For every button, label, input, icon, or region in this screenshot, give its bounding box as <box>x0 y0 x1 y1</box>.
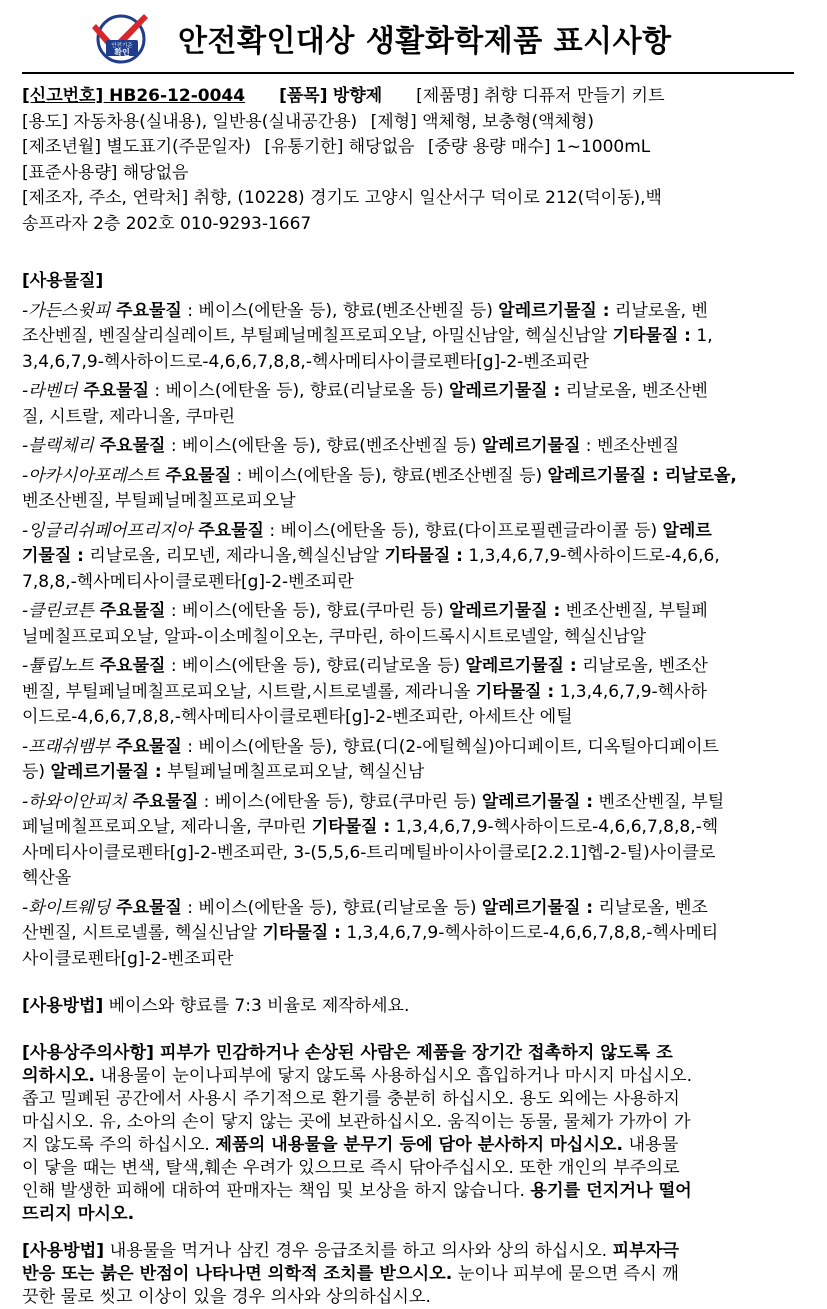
material-text: 리날로올, 벤조산 <box>576 656 708 676</box>
material-text: : 베이스(에탄올 등), 향료(벤조산벤질 등) <box>231 465 548 486</box>
caution-line <box>22 1157 807 1180</box>
logo-small-text: 안전기준 <box>111 43 133 49</box>
material-text: 1,3,4,6,7,9-헥사하이드로-4,6,6, <box>462 546 720 566</box>
material-text: 벤질, 부틸페닐메칠프로피오날, 시트랄,시트로넬롤, 제라니올 <box>22 681 476 702</box>
weight-value: 1~1000mL <box>550 137 651 157</box>
material-line <box>22 299 807 325</box>
material-text: 리날로올, 리모넨, 제라니올,헥실신남알 <box>83 546 385 566</box>
materials-list <box>22 299 807 973</box>
form-value: 액체형, 보충형(액체형) <box>416 111 594 132</box>
material-text: 주요물질 <box>93 436 166 456</box>
material-name: -클린코튼 <box>22 601 94 621</box>
material-text: 알레르기물질 : 리날로올, <box>547 465 737 486</box>
usage-text: 베이스와 향료를 7:3 비율로 제작하세요. <box>103 996 410 1016</box>
material-line <box>22 841 807 867</box>
emergency-line <box>22 1240 807 1263</box>
mfg-label: [제조년월] <box>22 137 101 157</box>
maker-line2: 송프라자 2층 202호 010-9293-1667 <box>22 213 312 234</box>
emergency-text: [사용방법] <box>22 1240 105 1261</box>
material-name: -블랙체리 <box>22 436 94 456</box>
material-text: 1,3,4,6,7,9-헥사하 <box>554 681 707 702</box>
material-line <box>22 921 807 947</box>
material-name: -아카시아포레스트 <box>22 465 160 486</box>
caution-text: [사용상주의사항] 피부가 민감하거나 손상된 사람은 제품을 장기간 접촉하지 않도록 조 <box>22 1042 673 1063</box>
material-text: 리날로올, 벤조산벤 <box>560 381 708 401</box>
material-text: : 베이스(에탄올 등), 향료(벤조산벤질 등) <box>165 436 482 456</box>
material-text: 7,8,8,-헥사메티사이클로펜타[g]-2-벤조피란 <box>22 571 354 592</box>
material-line <box>22 760 807 786</box>
caution-line <box>22 1111 807 1134</box>
material-line <box>22 570 807 596</box>
emergency-text: 반응 또는 붉은 반점이 나타나면 의학적 조치를 받으시오. <box>22 1263 453 1284</box>
caution-text: 지 않도록 주의 하십시오. <box>22 1134 216 1155</box>
material-text: 리날로올, 벤조 <box>593 897 708 918</box>
material-text: 질, 시트랄, 제라니올, 쿠마린 <box>22 406 236 427</box>
material-name: -하와이안피치 <box>22 791 127 812</box>
title-divider <box>22 72 794 74</box>
material-text: 벤조산벤질, 부틸페 <box>560 601 708 621</box>
material-name: -화이트웨딩 <box>22 897 111 918</box>
material-text: : 베이스(에탄올 등), 향료(벤조산벤질 등) <box>181 300 499 321</box>
std-label: [표준사용량] <box>22 162 118 183</box>
material-item <box>22 434 807 460</box>
material-text: 1, <box>690 326 713 346</box>
material-text: 주요물질 <box>110 736 182 757</box>
material-text: 산벤질, 시트로넬롤, 헥실신남알 <box>22 923 263 943</box>
material-text: 기타물질 : <box>612 326 691 346</box>
caution-line <box>22 1180 807 1203</box>
material-text: 기물질 : <box>22 546 84 566</box>
material-text: 사이클로펜타[g]-2-벤조피란 <box>22 948 234 969</box>
material-text: : 베이스(에탄올 등), 향료(리날로올 등) <box>165 656 466 676</box>
material-line <box>22 350 807 376</box>
material-text: 알레르기물질 <box>481 436 581 456</box>
material-item <box>22 464 807 515</box>
caution-text: 내용물 <box>623 1134 679 1155</box>
material-text: 기타물질 : <box>311 817 391 837</box>
material-text: 알레르기물질 : <box>465 656 577 676</box>
product-value: 취향 디퓨저 만들기 키트 <box>478 86 665 106</box>
emergency-text: 피부자극 <box>612 1240 679 1261</box>
label-content <box>22 84 807 1309</box>
weight-label: [중량 용량 매수] <box>427 137 551 157</box>
material-text: 알레르기물질 : <box>481 897 594 918</box>
material-line <box>22 625 807 651</box>
material-line <box>22 680 807 706</box>
caution-text: 이 닿을 때는 변색, 탈색,훼손 우려가 있으므로 즉시 닦아주십시오. 또한 개인의 부주의로 <box>22 1157 680 1178</box>
info-row-maker <box>22 186 807 212</box>
info-row-report <box>22 84 807 110</box>
use-label: [용도] <box>22 111 69 132</box>
logo-text: 확인 <box>114 48 130 57</box>
material-text: 주요물질 <box>192 520 264 541</box>
caution-text: 마십시오. 유, 소아의 손이 닿지 않는 곳에 보관하십시오. 움직이는 동물, 물체가 가까이 가 <box>22 1111 691 1132</box>
material-text: : 베이스(에탄올 등), 향료(디(2-에틸헥실)아디페이트, 디옥틸아디페이트 <box>181 736 719 757</box>
maker-line1: 취향, (10228) 경기도 고양시 일산서구 덕이로 212(덕이동),백 <box>188 188 662 208</box>
material-name: -잉글리쉬페어프리지아 <box>22 520 193 541</box>
emergency-text: 끗한 물로 씻고 이상이 있을 경우 의사와 상의하십시오. <box>22 1286 431 1307</box>
material-item <box>22 299 807 376</box>
material-line <box>22 654 807 680</box>
caution-text: 내용물이 눈이나피부에 닿지 않도록 사용하십시오 흡입하거나 마시지 마십시오. <box>94 1065 693 1086</box>
material-text: 주요물질 <box>93 601 166 621</box>
material-text: 1,3,4,6,7,9-헥사하이드로-4,6,6,7,8,8,-헥사메티 <box>340 923 719 943</box>
material-text: 3,4,6,7,9-헥사하이드로-4,6,6,7,8,8,-헥사메티사이클로펜타[g]-2-벤조피란 <box>22 351 589 372</box>
caution-line <box>22 1134 807 1157</box>
caution-text: 인해 발생한 피해에 대하여 판매자는 책임 및 보상을 하지 않습니다. <box>22 1180 531 1201</box>
material-text: 벤조산벤질, 부틸페닐메칠프로피오날 <box>22 491 296 511</box>
material-item <box>22 599 807 650</box>
material-line <box>22 735 807 761</box>
caution-text: 의하시오. <box>22 1065 95 1086</box>
material-name: -프래쉬뱀부 <box>22 736 111 757</box>
material-name: -가든스윗피 <box>22 300 111 321</box>
page-title: 안전확인대상 생활화학제품 표시사항 <box>178 24 672 59</box>
caution-line <box>22 1042 807 1065</box>
material-item <box>22 654 807 731</box>
expiry-label: [유통기한] <box>264 137 344 157</box>
caution-text: 좁고 밀폐된 공간에서 사용시 주기적으로 환기를 충분히 하십시오. 용도 외에는 사용하지 <box>22 1088 680 1109</box>
use-value: 자동차용(실내용), 일반용(실내공간용) <box>68 111 358 132</box>
material-item <box>22 896 807 973</box>
header <box>0 0 827 72</box>
material-line <box>22 379 807 405</box>
caution-text: 제품의 내용물을 분무기 등에 담아 분사하지 마십시오. <box>215 1134 624 1155</box>
material-name: -라벤더 <box>22 381 78 401</box>
info-row-use <box>22 110 807 136</box>
material-text: : 베이스(에탄올 등), 향료(쿠마린 등) <box>165 601 450 621</box>
material-text: 부틸페닐메칠프로피오날, 헥실신남 <box>161 762 425 782</box>
form-label: [제형] <box>370 111 417 132</box>
material-text: 알레르기물질 : <box>449 601 561 621</box>
emergency-line <box>22 1263 807 1286</box>
product-label: [제품명] <box>416 86 479 106</box>
emergency-text: 눈이나 피부에 묻으면 즉시 깨 <box>452 1263 679 1284</box>
caution-line <box>22 1088 807 1111</box>
material-text: 페닐메칠프로피오날, 제라니올, 쿠마린 <box>22 817 312 837</box>
material-text: 알레르기물질 : <box>449 381 561 401</box>
info-row-maker-cont <box>22 212 807 238</box>
material-text: : 베이스(에탄올 등), 향료(쿠마린 등) <box>198 791 482 812</box>
caution-block <box>22 1042 807 1226</box>
material-item <box>22 735 807 786</box>
material-line <box>22 790 807 816</box>
caution-line <box>22 1065 807 1088</box>
report-number: [신고번호] HB26-12-0044 <box>22 86 246 106</box>
caution-text: 용기를 던지거나 떨어 <box>530 1180 692 1201</box>
material-text: 닐메칠프로피오날, 알파-이소메칠이오논, 쿠마린, 하이드록시시트로넬알, 헥실신남알 <box>22 626 647 647</box>
material-name: -튤립노트 <box>22 656 94 676</box>
material-text: 알레르기물질 : <box>498 300 610 321</box>
material-item <box>22 379 807 430</box>
material-text: 이드로-4,6,6,7,8,8,-헥사메티사이클로펜타[g]-2-벤조피란, 아세트산 에틸 <box>22 707 573 727</box>
mfg-value: 별도표기(주문일자) <box>100 137 251 157</box>
material-text: 기타물질 : <box>384 546 463 566</box>
material-line <box>22 489 807 515</box>
item-value: 방향제 <box>332 86 383 106</box>
materials-heading: [사용물질] <box>22 271 104 291</box>
material-line <box>22 815 807 841</box>
maker-label: [제조자, 주소, 연락처] <box>22 188 189 208</box>
material-text: : 베이스(에탄올 등), 향료(리날로올 등) <box>181 897 482 918</box>
material-text: 기타물질 : <box>262 923 341 943</box>
usage-line <box>22 994 807 1020</box>
caution-text: 뜨리지 마시오. <box>22 1203 135 1224</box>
material-line <box>22 947 807 973</box>
material-item <box>22 790 807 892</box>
material-text: 1,3,4,6,7,9-헥사하이드로-4,6,6,7,8,8,-헥 <box>390 817 719 837</box>
material-line <box>22 434 807 460</box>
material-text: 기타물질 : <box>475 681 555 702</box>
material-text: : 베이스(에탄올 등), 향료(리날로올 등) <box>149 381 450 401</box>
caution-line <box>22 1203 807 1226</box>
material-text: : 벤조산벤질 <box>580 436 680 456</box>
safety-confirmed-logo-icon <box>92 10 150 64</box>
usage-label: [사용방법] <box>22 996 104 1016</box>
expiry-value: 해당없음 <box>343 137 415 157</box>
item-label: [품목] <box>279 86 328 106</box>
material-text: : 베이스(에탄올 등), 향료(다이프로필렌글라이콜 등) <box>263 520 663 541</box>
emergency-text: 내용물을 먹거나 삼킨 경우 응급조치를 하고 의사와 상의 하십시오. <box>104 1240 613 1261</box>
material-text: 알레르기물질 : <box>50 762 162 782</box>
material-text: 알레르 <box>662 520 712 541</box>
material-line <box>22 519 807 545</box>
material-line <box>22 405 807 431</box>
material-line <box>22 896 807 922</box>
material-text: 등) <box>22 762 51 782</box>
material-line <box>22 599 807 625</box>
material-line <box>22 464 807 490</box>
material-text: 알레르기물질 : <box>481 791 594 812</box>
material-text: 주요물질 <box>110 300 182 321</box>
material-line <box>22 324 807 350</box>
material-text: 주요물질 <box>126 791 199 812</box>
std-value: 해당없음 <box>117 162 189 183</box>
material-text: 리날로올, 벤 <box>609 300 708 321</box>
emergency-block <box>22 1240 807 1309</box>
material-text: 주요물질 <box>93 656 166 676</box>
material-line <box>22 705 807 731</box>
material-item <box>22 519 807 596</box>
material-text: 조산벤질, 벤질살리실레이트, 부틸페닐메칠프로피오날, 아밀신남알, 헥실신남알 <box>22 326 613 346</box>
material-text: 주요물질 <box>110 897 182 918</box>
material-text: 주요물질 <box>77 381 150 401</box>
material-line <box>22 866 807 892</box>
material-text: 헥산올 <box>22 868 72 888</box>
info-row-std <box>22 161 807 187</box>
material-text: 주요물질 <box>159 465 232 486</box>
info-row-mfg <box>22 135 807 161</box>
emergency-line <box>22 1286 807 1309</box>
material-line <box>22 544 807 570</box>
material-text: 벤조산벤질, 부틸 <box>593 791 725 812</box>
material-text: 사메티사이클로펜타[g]-2-벤조피란, 3-(5,5,6-트리메틸바이사이클로[2.2.1]헵-2-틸)사이클로 <box>22 842 716 863</box>
